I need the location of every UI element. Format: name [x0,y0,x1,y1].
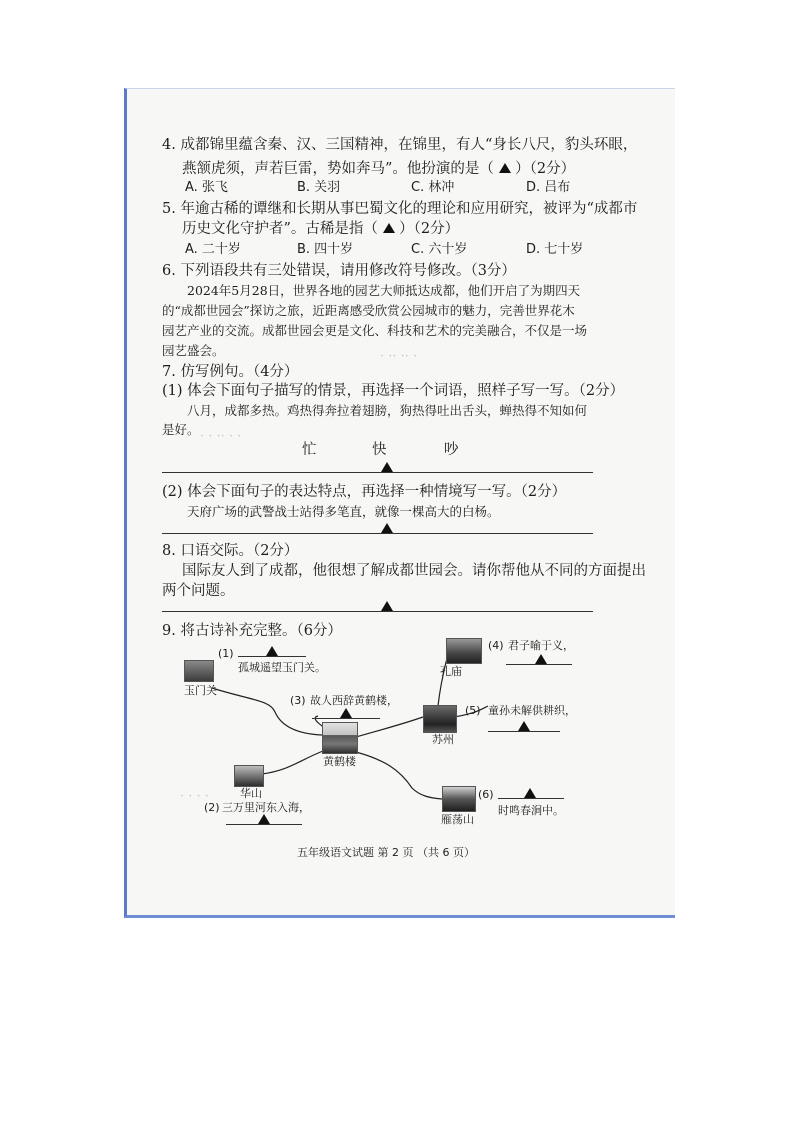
q9-title: 9. 将古诗补充完整。（6分） [162,623,342,639]
q7-example1: 八月，成都多热。鸡热得奔拉着翅膀，狗热得吐出舌头，蝉热得不知如何 [187,403,588,418]
poem-line: 时鸣春涧中。 [498,804,564,817]
poem-number: (2) [204,801,220,814]
q6-passage-line: 2024年5月28日，世界各地的园艺大师抵达成都，他们开启了为期四天 [187,283,581,298]
answer-line[interactable] [238,656,306,657]
connector-line [262,751,323,774]
bleed-through: · · ·· · · [200,429,242,444]
q4-line2-text: 燕颔虎须，声若巨雷，势如奔马”。他扮演的是（ [182,161,494,177]
q7-example1-end: 是好。 [162,422,200,437]
word-choice[interactable]: 忙 [302,442,317,458]
q5-option-a[interactable]: A. 二十岁 [185,242,241,257]
place-label: 雁荡山 [441,813,474,826]
q5-line2-text: 历史文化守护者”。古稀是指（ [182,221,378,237]
poem-number: (3) [290,694,306,707]
q6-passage-line: 的“成都世园会”探访之旅，近距离感受欣赏公园城市的魅力，完善世界花木 [162,303,575,318]
word-choice[interactable]: 吵 [444,442,459,458]
poem-line: 孤城遥望玉门关。 [238,661,326,674]
place-label: 华山 [240,787,262,800]
word-choice[interactable]: 快 [372,442,387,458]
q7-title: 7. 仿写例句。（4分） [162,364,299,380]
yellow-crane-tower-image [322,722,358,754]
q8-line1: 国际友人到了成都，他很想了解成都世园会。请你帮他从不同的方面提出 [182,563,646,579]
q7-sub2: (2) 体会下面句子的表达特点，再选择一种情境写一写。（2分） [162,484,567,500]
place-label: 孔庙 [440,665,462,678]
q4-line2-score: ）（2分） [515,161,576,177]
poem-number: (1) [218,647,234,660]
poem-number: (4) [488,639,504,652]
answer-triangle-icon [535,654,547,664]
poem-line: 三万里河东入海， [222,801,310,814]
answer-line[interactable] [506,664,572,665]
yumen-pass-image [184,660,214,682]
center-label: 黄鹤楼 [323,755,356,768]
q5-line2-score: ）（2分） [399,221,460,237]
poem-line: 君子喻于义， [508,639,574,652]
poem-line: 故人西辞黄鹤楼， [310,694,398,707]
connector-line [356,717,423,737]
poem-number: (6) [478,788,494,801]
q6-title: 6. 下列语段共有三处错误，请用修改符号修改。（3分） [162,263,516,279]
answer-triangle-icon [258,814,270,824]
q4-line1: 4. 成都锦里蕴含秦、汉、三国精神，在锦里，有人“身长八尺，豹头环眼， [162,137,638,153]
poem-line: 童孙未解供耕织， [488,704,576,717]
answer-line[interactable] [498,798,564,799]
answer-line[interactable] [226,824,302,825]
q7-sub1: (1) 体会下面句子描写的情景，再选择一个词语，照样子写一写。（2分） [162,383,625,399]
answer-triangle-icon [518,721,530,731]
q5-option-c[interactable]: C. 六十岁 [411,242,468,257]
q6-passage-line: 园艺盛会。 [162,343,225,358]
q5-option-b[interactable]: B. 四十岁 [297,242,354,257]
bleed-through: · · · · [180,789,209,804]
answer-triangle-icon [524,788,536,798]
q4-option-c[interactable]: C. 林冲 [411,180,455,195]
answer-line[interactable] [488,731,560,732]
answer-line[interactable] [312,718,380,719]
q4-option-b[interactable]: B. 关羽 [297,180,341,195]
q7-example2: 天府广场的武警战士站得多笔直，就像一棵高大的白杨。 [187,504,500,519]
q8-line2: 两个问题。 [162,583,235,599]
bleed-through: · ·· ·· · [380,349,418,364]
page-footer: 五年级语文试题 第 2 页 （共 6 页） [297,846,475,859]
q4-option-d[interactable]: D. 吕布 [526,180,571,195]
yandang-mountain-image [442,786,476,812]
q4-option-a[interactable]: A. 张飞 [185,180,228,195]
q5-line1: 5. 年逾古稀的谭继和长期从事巴蜀文化的理论和应用研究，被评为“成都市 [162,201,638,217]
huashan-image [234,765,264,787]
place-label: 玉门关 [184,684,217,697]
connector-line [356,752,442,799]
suzhou-image [423,705,457,733]
answer-triangle-icon [340,708,352,718]
confucius-temple-image [446,638,482,664]
q6-passage-line: 园艺产业的交流。成都世园会更是文化、科技和艺术的完美融合，不仅是一场 [162,323,588,338]
poem-number: (5) [465,704,481,717]
place-label: 苏州 [432,733,454,746]
answer-triangle-icon [266,646,278,656]
q5-option-d[interactable]: D. 七十岁 [526,242,584,257]
q8-title: 8. 口语交际。（2分） [162,543,299,559]
